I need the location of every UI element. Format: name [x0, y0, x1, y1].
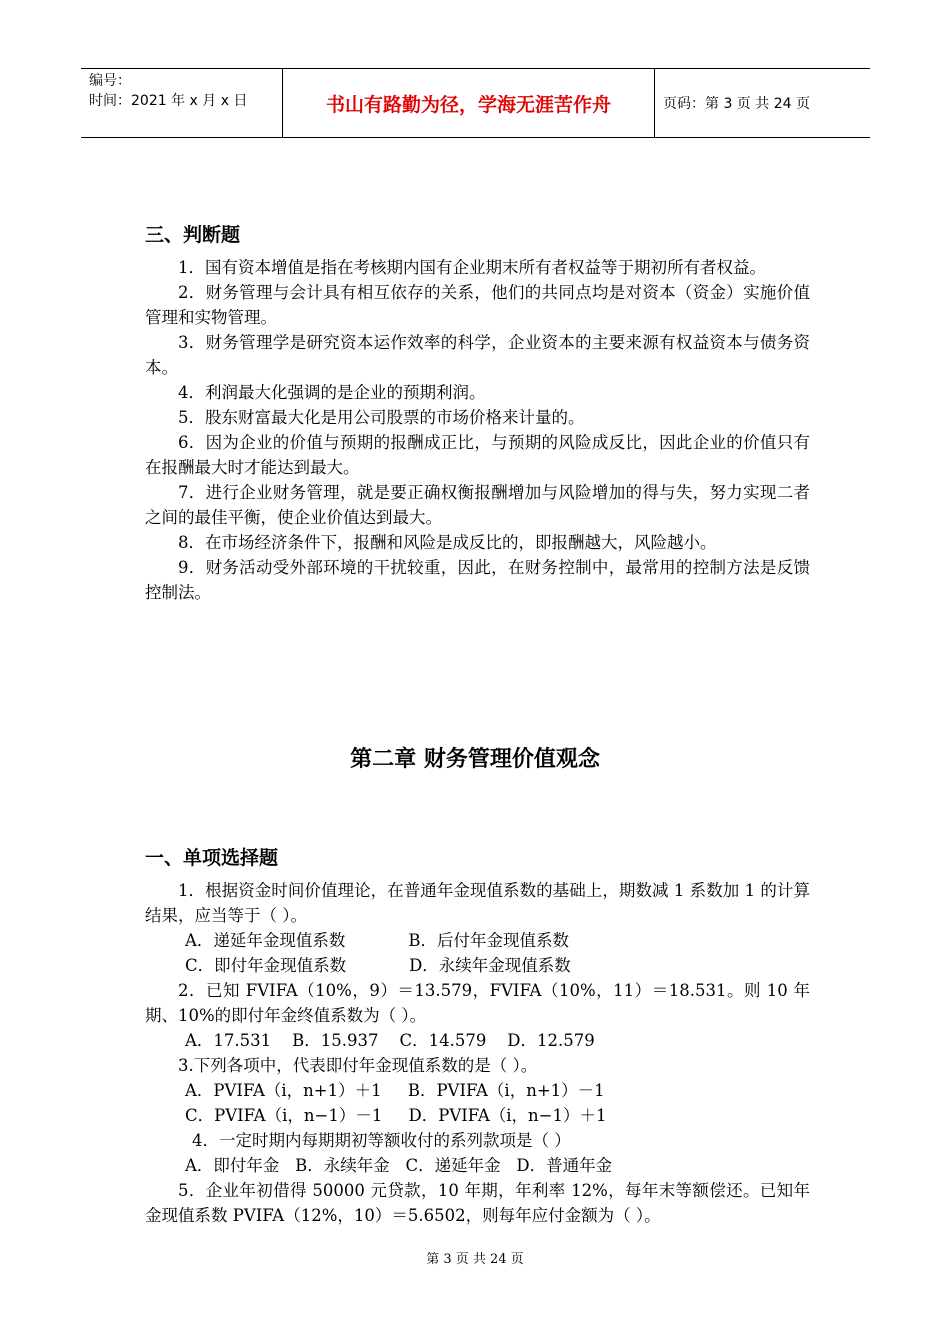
question-item: 6．因为企业的价值与预期的报酬成正比，与预期的风险成反比，因此企业的价值只有在报酬最大时才能达到最大。: [145, 433, 810, 477]
section-title: 一、单项选择题: [145, 847, 279, 869]
header-motto: 书山有路勤为径，学海无涯苦作舟: [325, 93, 611, 116]
question-3: 3.下列各项中，代表即付年金现值系数的是（ ）。: [178, 1056, 538, 1075]
header-table: [81, 68, 870, 138]
question-item: 5．股东财富最大化是用公司股票的市场价格来计量的。: [178, 408, 585, 427]
question-2: 2．已知 FVIFA（10%，9）＝13.579，FVIFA（10%，11）＝18.531。则 10 年期、10%的即付年金终值系数为（ ）。: [145, 981, 810, 1025]
question-item: 9．财务活动受外部环境的干扰较重，因此，在财务控制中，最常用的控制方法是反馈控制法。: [145, 558, 810, 602]
question-1-options: A．递延年金现值系数 B．后付年金现值系数: [185, 931, 569, 950]
question-1: 1．根据资金时间价值理论，在普通年金现值系数的基础上，期数减 1 系数加 1 的计算结果，应当等于（ ）。: [145, 881, 810, 925]
question-item: 7．进行企业财务管理，就是要正确权衡报酬增加与风险增加的得与失，努力实现二者之间的最佳平衡，使企业价值达到最大。: [145, 483, 810, 527]
question-4: 4．一定时期内每期期初等额收付的系列款项是（ ）: [192, 1131, 571, 1150]
question-4-options: A．即付年金 B．永续年金 C．递延年金 D．普通年金: [185, 1156, 613, 1175]
question-item: 8．在市场经济条件下，报酬和风险是成反比的，即报酬越大，风险越小。: [178, 533, 717, 552]
time-label: 时间：2021 年 x 月 x 日: [89, 93, 248, 109]
page-footer: 第 3 页 共 24 页: [426, 1252, 524, 1267]
header-left-cell: [89, 71, 284, 111]
number-label: 编号：: [89, 73, 131, 89]
question-item: 3．财务管理学是研究资本运作效率的科学，企业资本的主要来源有权益资本与债务资本。: [145, 333, 810, 377]
section-judgement: [145, 220, 810, 605]
section-single-choice: [145, 843, 810, 1228]
header-divider: [654, 69, 655, 137]
question-2-options: A．17.531 B．15.937 C．14.579 D．12.579: [185, 1031, 595, 1050]
header-page-info: 页码：第 3 页 共 24 页: [663, 96, 810, 112]
question-item: 4．利润最大化强调的是企业的预期利润。: [178, 383, 486, 402]
question-item: 1．国有资本增值是指在考核期内国有企业期末所有者权益等于期初所有者权益。: [178, 258, 766, 277]
question-1-options: C．即付年金现值系数 D．永续年金现值系数: [185, 956, 571, 975]
question-3-options: C．PVIFA（i，n−1）－1 D．PVIFA（i，n−1）＋1: [185, 1106, 607, 1125]
section-title: 三、判断题: [145, 224, 241, 246]
chapter-title: 第二章 财务管理价值观念: [350, 747, 600, 772]
question-5: 5．企业年初借得 50000 元贷款，10 年期，年利率 12%，每年末等额偿还。已知年金现值系数 PVIFA（12%，10）＝5.6502，则每年应付金额为（ ）。: [145, 1181, 810, 1225]
question-item: 2．财务管理与会计具有相互依存的关系，他们的共同点均是对资本（资金）实施价值管理和实物管理。: [145, 283, 810, 327]
question-3-options: A．PVIFA（i，n+1）＋1 B．PVIFA（i，n+1）－1: [185, 1081, 605, 1100]
